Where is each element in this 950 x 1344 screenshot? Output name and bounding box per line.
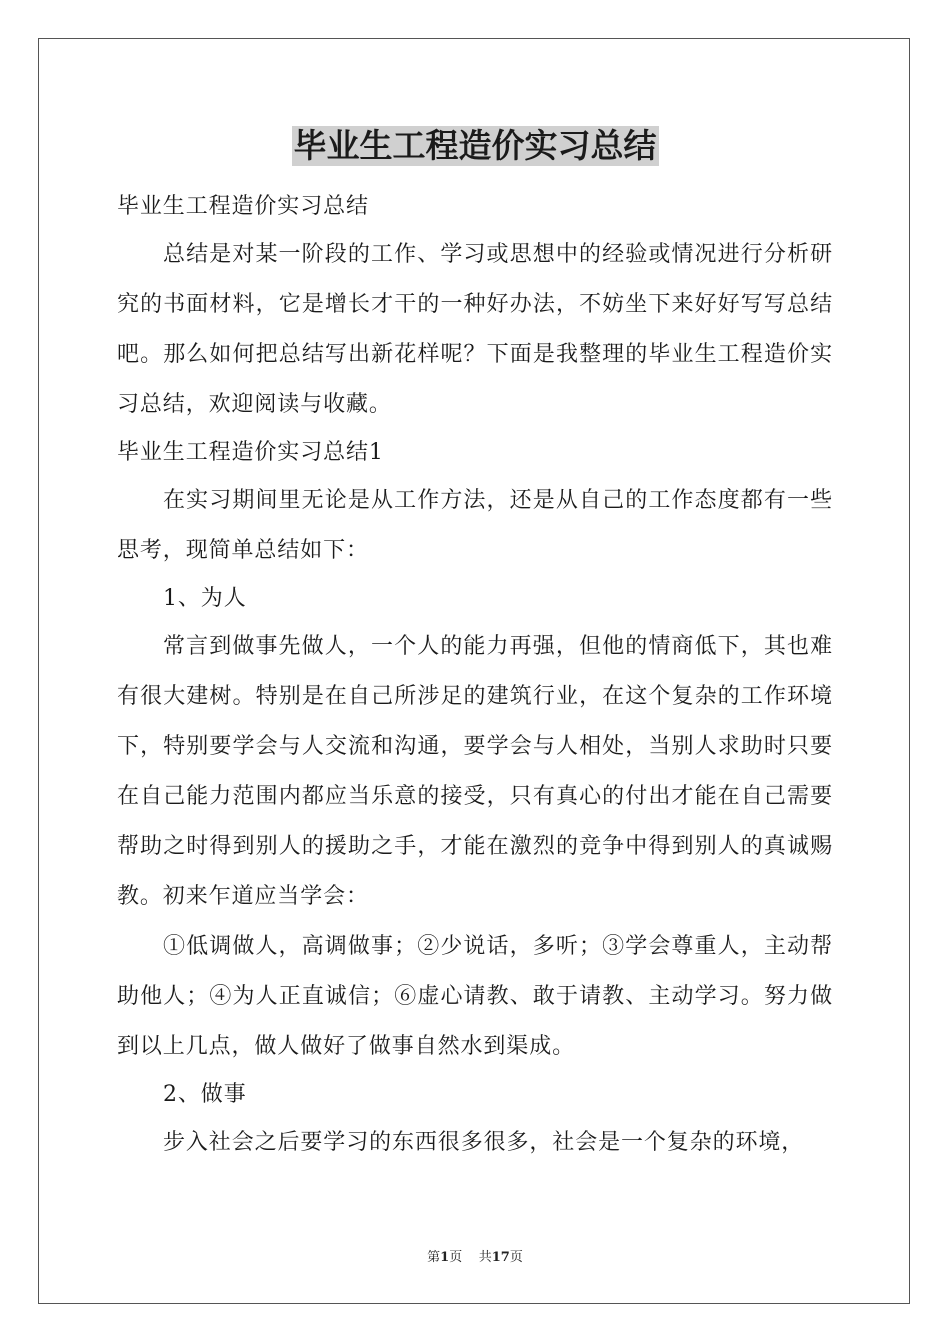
- item-1-paragraph-2: ①低调做人，高调做事；②少说话，多听；③学会尊重人，主动帮助他人；④为人正直诚信；⑥虚心请教、敢于请教、主动学习。努力做到以上几点，做人做好了做事自然水到渠成。: [117, 934, 833, 1059]
- item-1-paragraph-1: 常言到做事先做人，一个人的能力再强，但他的情商低下，其也难有很大建树。特别是在自己所涉足的建筑行业，在这个复杂的工作环境下，特别要学会与人交流和沟通，要学会与人相处，当别人求助时只要在自己能力范围内都应当乐意的接受，只有真心的付出才能在自己需要帮助之时得到别人的援助之手，才能在激烈的竞争中得到别人的真诚赐教。初来乍道应当学会：: [117, 634, 833, 909]
- section-1-paragraph: 在实习期间里无论是从工作方法，还是从自己的工作态度都有一些思考，现简单总结如下：: [117, 488, 833, 563]
- intro-paragraph: 总结是对某一阶段的工作、学习或思想中的经验或情况进行分析研究的书面材料，它是增长才干的一种好办法，不妨坐下来好好写写总结吧。那么如何把总结写出新花样呢？下面是我整理的毕业生工程造价实习总结，欢迎阅读与收藏。: [117, 242, 833, 417]
- total-label-suffix: 页: [509, 1250, 523, 1265]
- item-1-heading: 1、为人: [163, 586, 247, 611]
- document-body: [117, 120, 833, 1168]
- page-number: 1: [440, 1250, 450, 1265]
- section-1-heading: 毕业生工程造价实习总结1: [117, 440, 384, 465]
- item-2-heading: 2、做事: [163, 1082, 247, 1107]
- page-label-prefix: 第: [427, 1250, 441, 1265]
- total-pages: 17: [491, 1250, 510, 1265]
- document-subtitle: 毕业生工程造价实习总结: [117, 194, 369, 219]
- document-title: [117, 126, 833, 174]
- total-label-prefix: 共: [478, 1250, 492, 1265]
- item-2-paragraph-1: 步入社会之后要学习的东西很多很多，社会是一个复杂的环境，: [163, 1130, 805, 1155]
- page-label-suffix: 页: [449, 1250, 463, 1265]
- document-title-text: 毕业生工程造价实习总结: [293, 126, 657, 165]
- page-footer: [0, 1246, 950, 1265]
